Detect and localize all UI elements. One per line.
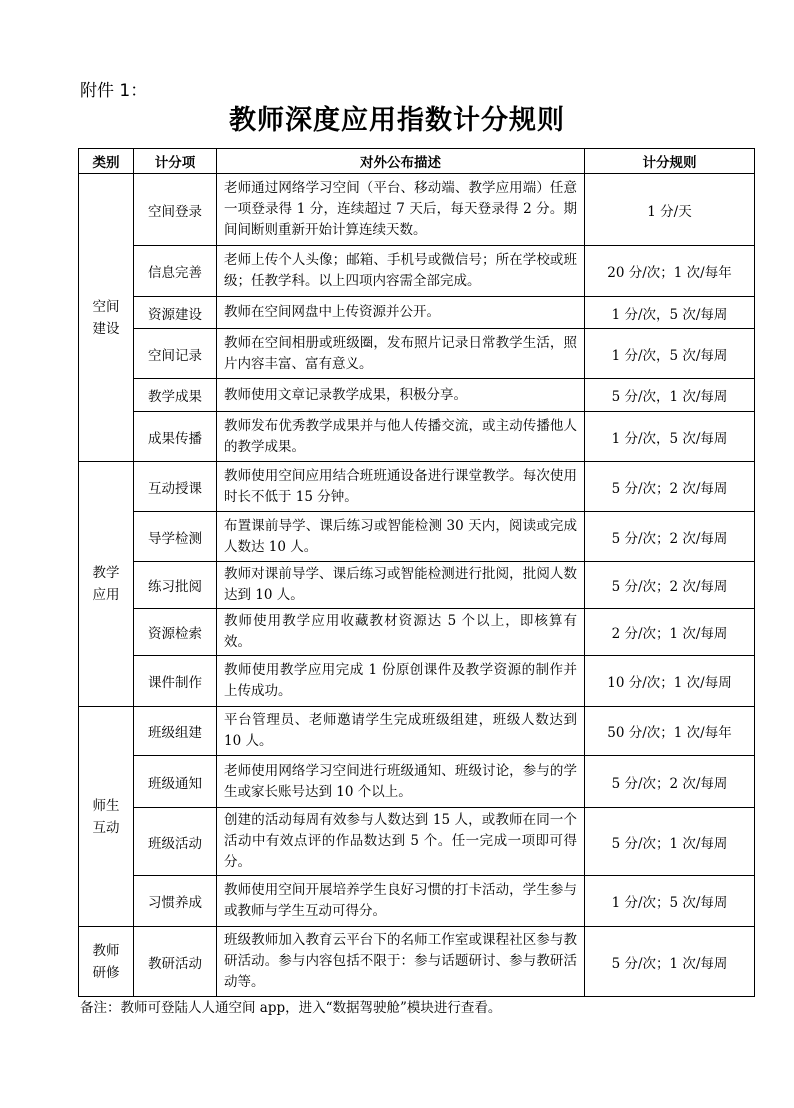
- rule-cell: 1 分/次，5 次/每周: [585, 329, 755, 379]
- category-cell: [79, 174, 134, 462]
- item-cell: 课件制作: [134, 656, 217, 707]
- description-cell: 布置课前导学、课后练习或智能检测 30 天内，阅读或完成人数达 10 人。: [217, 512, 585, 562]
- table-row: [79, 756, 755, 808]
- rule-cell: 1 分/天: [585, 174, 755, 246]
- table-header-row: [79, 149, 755, 174]
- description-cell: 教师使用空间应用结合班班通设备进行课堂教学。每次使用时长不低于 15 分钟。: [217, 462, 585, 512]
- scoring-rules-table: [78, 148, 755, 997]
- description-cell: 教师使用文章记录教学成果，积极分享。: [217, 379, 585, 412]
- description-cell: 教师在空间相册或班级圈，发布照片记录日常教学生活，照片内容丰富、富有意义。: [217, 329, 585, 379]
- description-cell: 老师上传个人头像；邮箱、手机号或微信号；所在学校或班级；任教学科。以上四项内容需全部完成。: [217, 246, 585, 297]
- rule-cell: 50 分/次；1 次/每年: [585, 707, 755, 756]
- table-row: [79, 297, 755, 329]
- description-cell: 创建的活动每周有效参与人数达到 15 人，或教师在同一个活动中有效点评的作品数达到 5 个。任一完成一项即可得分。: [217, 808, 585, 876]
- category-line: 空间: [92, 298, 120, 315]
- item-cell: 成果传播: [134, 412, 217, 462]
- table-row: [79, 379, 755, 412]
- header-rule: 计分规则: [585, 149, 755, 174]
- table-row: [79, 609, 755, 656]
- table-row: [79, 876, 755, 927]
- header-item: 计分项: [134, 149, 217, 174]
- category-cell: [79, 927, 134, 997]
- table-row: [79, 462, 755, 512]
- category-line: 建设: [92, 320, 120, 337]
- rule-cell: 20 分/次；1 次/每年: [585, 246, 755, 297]
- header-category: 类别: [79, 149, 134, 174]
- description-cell: 班级教师加入教育云平台下的名师工作室或课程社区参与教研活动。参与内容包括不限于：参与话题研讨、参与教研活动等。: [217, 927, 585, 997]
- item-cell: 班级通知: [134, 756, 217, 808]
- category-line: 教师: [92, 942, 120, 959]
- item-cell: 班级活动: [134, 808, 217, 876]
- category-cell: [79, 707, 134, 927]
- description-cell: 教师对课前导学、课后练习或智能检测进行批阅，批阅人数达到 10 人。: [217, 562, 585, 609]
- item-cell: 练习批阅: [134, 562, 217, 609]
- category-line: 师生: [92, 797, 120, 814]
- attachment-label: 附件 1：: [80, 81, 148, 101]
- table-row: [79, 412, 755, 462]
- rule-cell: 5 分/次；2 次/每周: [585, 512, 755, 562]
- rule-cell: 5 分/次；1 次/每周: [585, 927, 755, 997]
- rule-cell: 5 分/次；2 次/每周: [585, 462, 755, 512]
- rule-cell: 5 分/次；2 次/每周: [585, 562, 755, 609]
- item-cell: 教学成果: [134, 379, 217, 412]
- item-cell: 空间记录: [134, 329, 217, 379]
- table-row: [79, 656, 755, 707]
- rule-cell: 5 分/次，1 次/每周: [585, 379, 755, 412]
- category-line: 应用: [92, 587, 120, 603]
- rule-cell: 10 分/次；1 次/每周: [585, 656, 755, 707]
- description-cell: 教师使用教学应用收藏教材资源达 5 个以上，即核算有效。: [217, 609, 585, 656]
- description-cell: 教师使用空间开展培养学生良好习惯的打卡活动，学生参与或教师与学生互动可得分。: [217, 876, 585, 927]
- item-cell: 互动授课: [134, 462, 217, 512]
- table-row: [79, 174, 755, 246]
- table-row: [79, 927, 755, 997]
- item-cell: 资源检索: [134, 609, 217, 656]
- category-line: 互动: [92, 819, 120, 836]
- description-cell: 教师使用教学应用完成 1 份原创课件及教学资源的制作并上传成功。: [217, 656, 585, 707]
- item-cell: 信息完善: [134, 246, 217, 297]
- description-cell: 教师发布优秀教学成果并与他人传播交流，或主动传播他人的教学成果。: [217, 412, 585, 462]
- table-row: [79, 329, 755, 379]
- rule-cell: 1 分/次，5 次/每周: [585, 412, 755, 462]
- item-cell: 空间登录: [134, 174, 217, 246]
- item-cell: 导学检测: [134, 512, 217, 562]
- rule-cell: 5 分/次；2 次/每周: [585, 756, 755, 808]
- table-row: [79, 707, 755, 756]
- item-cell: 教研活动: [134, 927, 217, 997]
- item-cell: 班级组建: [134, 707, 217, 756]
- category-cell: [79, 462, 134, 707]
- description-cell: 老师通过网络学习空间（平台、移动端、教学应用端）任意一项登录得 1 分，连续超过 7 天后，每天登录得 2 分。期间间断则重新开始计算连续天数。: [217, 174, 585, 246]
- item-cell: 资源建设: [134, 297, 217, 329]
- rule-cell: 1 分/次，5 次/每周: [585, 297, 755, 329]
- category-line: 教学: [92, 565, 120, 581]
- document-title: 教师深度应用指数计分规则: [229, 105, 565, 136]
- table-row: [79, 562, 755, 609]
- description-cell: 教师在空间网盘中上传资源并公开。: [217, 297, 585, 329]
- header-description: 对外公布描述: [217, 149, 585, 174]
- description-cell: 老师使用网络学习空间进行班级通知、班级讨论，参与的学生或家长账号达到 10 个以上。: [217, 756, 585, 808]
- rule-cell: 2 分/次；1 次/每周: [585, 609, 755, 656]
- table-row: [79, 512, 755, 562]
- table-row: [79, 808, 755, 876]
- description-cell: 平台管理员、老师邀请学生完成班级组建，班级人数达到 10 人。: [217, 707, 585, 756]
- rule-cell: 5 分/次；1 次/每周: [585, 808, 755, 876]
- item-cell: 习惯养成: [134, 876, 217, 927]
- footnote: 备注：教师可登陆人人通空间 app，进入“数据驾驶舱”模块进行查看。: [80, 1000, 502, 1016]
- table-row: [79, 246, 755, 297]
- rule-cell: 1 分/次；5 次/每周: [585, 876, 755, 927]
- category-line: 研修: [92, 964, 120, 981]
